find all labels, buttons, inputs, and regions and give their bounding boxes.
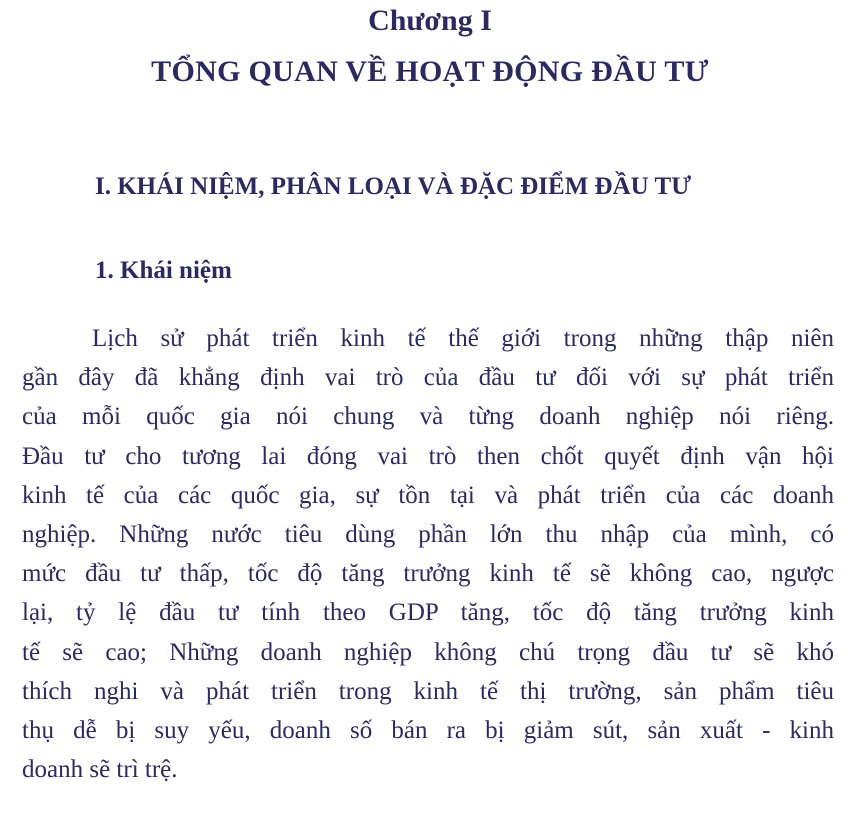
section-heading: I. KHÁI NIỆM, PHÂN LOẠI VÀ ĐẶC ĐIỂM ĐẦU TƯ (95, 173, 692, 200)
paragraph-line: mức đầu tư thấp, tốc độ tăng trưởng kinh tế sẽ không cao, ngược (22, 560, 834, 588)
paragraph-line: nghiệp. Những nước tiêu dùng phần lớn thu nhập của mình, có (22, 520, 834, 548)
paragraph-line: của mỗi quốc gia nói chung và từng doanh nghiệp nói riêng. (22, 403, 834, 431)
paragraph-line: thích nghi và phát triển trong kinh tế thị trường, sản phẩm tiêu (22, 677, 834, 705)
paragraph-line: tế sẽ cao; Những doanh nghiệp không chú trọng đầu tư sẽ khó (22, 638, 834, 666)
chapter-label: Chương I (368, 4, 492, 37)
paragraph-line: lại, tỷ lệ đầu tư tính theo GDP tăng, tốc độ tăng trưởng kinh (22, 599, 834, 627)
subsection-heading: 1. Khái niệm (95, 257, 232, 284)
body-paragraph (22, 319, 834, 789)
paragraph-line: thụ dễ bị suy yếu, doanh số bán ra bị giảm sút, sản xuất - kinh (22, 716, 834, 744)
paragraph-line: gần đây đã khẳng định vai trò của đầu tư đối với sự phát triển (22, 364, 834, 392)
paragraph-line: Lịch sử phát triển kinh tế thế giới trong những thập niên (92, 325, 834, 352)
paragraph-line: kinh tế của các quốc gia, sự tồn tại và phát triển của các doanh (22, 481, 834, 509)
paragraph-line: Đầu tư cho tương lai đóng vai trò then chốt quyết định vận hội (22, 442, 834, 470)
chapter-title: TỔNG QUAN VỀ HOẠT ĐỘNG ĐẦU TƯ (151, 55, 709, 88)
paragraph-line: doanh sẽ trì trệ. (22, 756, 178, 784)
